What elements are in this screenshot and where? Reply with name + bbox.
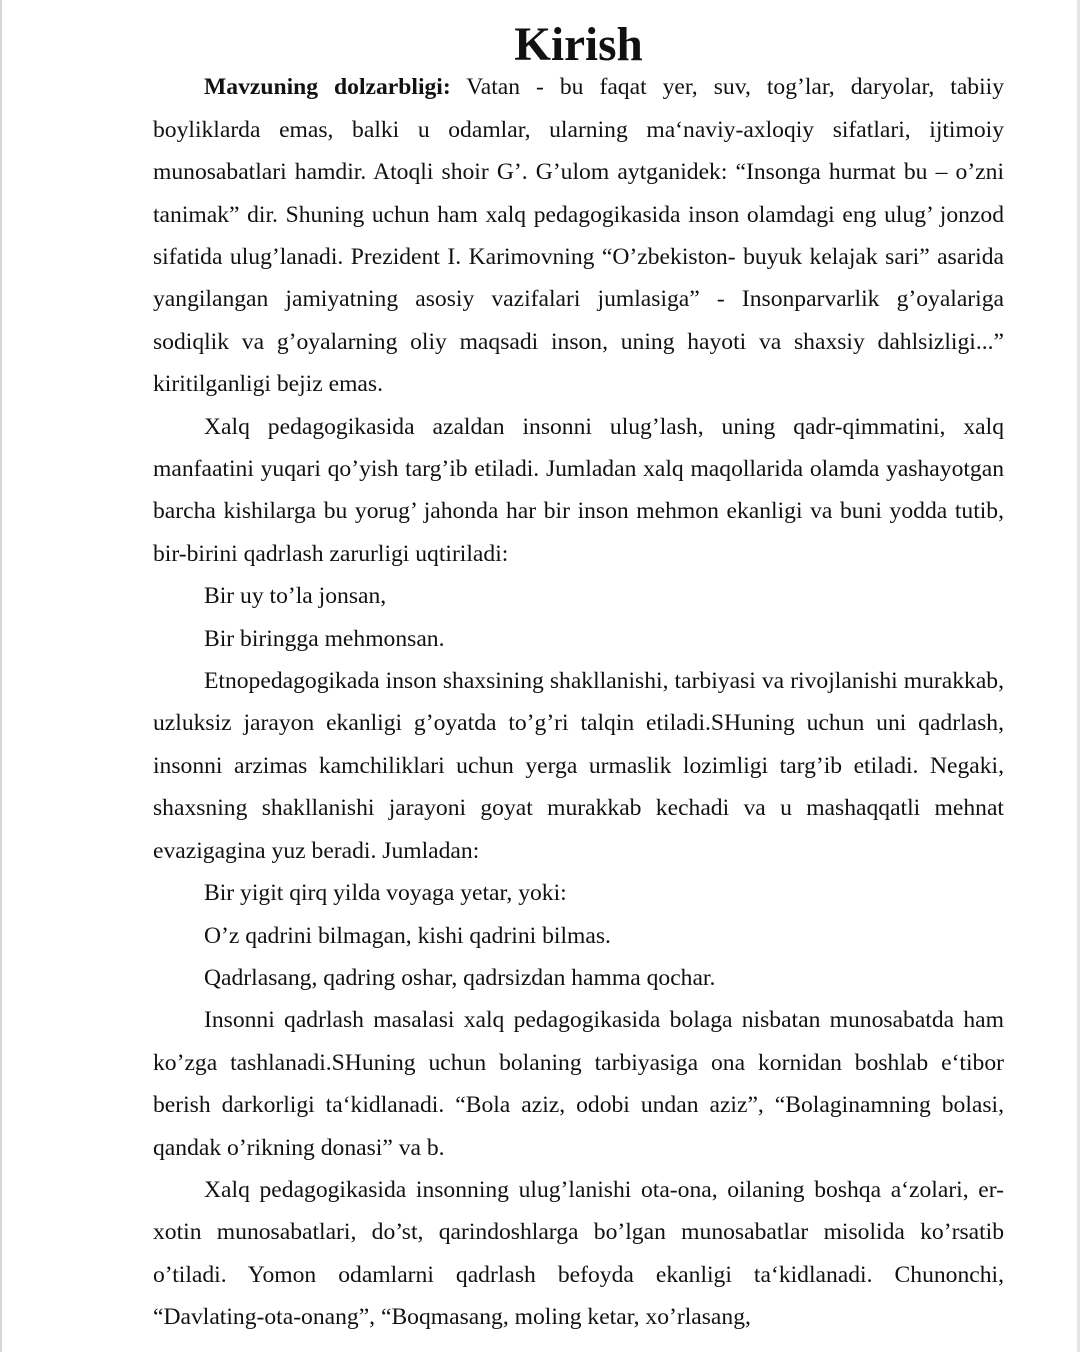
document-page xyxy=(153,19,1004,1339)
page-title: Kirish xyxy=(514,19,643,71)
proverb-line: Qadrlasang, qadring oshar, qadrsizdan hamma qochar. xyxy=(204,964,716,991)
paragraph-family-relations: Xalq pedagogikasida insonning ulug’lanishi ota-ona, oilaning boshqa a‘zolari, er-xotin munosabatlari, do’st, qarindoshlarga bo’lgan munosabatlar misolida ko’rsatib o’tiladi. Yomon odamlarni qadrlash befoyda ekanligi ta‘kidlanadi. Chunonchi, “Davlating-ota-onang”, “Boqmasang, moling ketar, xo’rlasang, xyxy=(153,1176,1004,1331)
proverb-line: Bir yigit qirq yilda voyaga yetar, yoki: xyxy=(204,880,567,907)
proverb-line: Bir uy to’la jonsan, xyxy=(204,583,387,610)
paragraph-child-value: Insonni qadrlash masalasi xalq pedagogikasida bolaga nisbatan munosabatda ham ko’zga tashlanadi.SHuning uchun bolaning tarbiyasiga ona kornidan boshlab e‘tibor berish darkorligi ta‘kidlanadi. “Bola aziz, odobi undan aziz”, “Bolaginamning bolasi, qandak o’rikning donasi” va b. xyxy=(153,1007,1004,1161)
page-left-border xyxy=(0,0,2,1352)
paragraph-folk-pedagogy: Xalq pedagogikasida azaldan insonni ulug’lash, uning qadr-qimmatini, xalq manfaatini yuqari qo’yish targ’ib etiladi. Jumladan xalq maqollarida olamda yashayotgan barcha kishilarga bu yorug’ jahonda har bir inson mehmon ekanligi va buni yodda tutib, bir-birini qadrlash zarurligi uqtiriladi: xyxy=(153,413,1004,567)
paragraph-ethnopedagogy: Etnopedagogikada inson shaxsining shakllanishi, tarbiyasi va rivojlanishi murakkab, uzluksiz jarayon ekanligi g’oyatda to’g’ri talqin etiladi.SHuning uchun uni qadrlash, insonni arzimas kamchiliklari uchun yerga urmaslik lozimligi targ’ib etiladi. Negaki, shaxsning shakllanishi jarayoni goyat murakkab kechadi va u mashaqqatli mehnat evazigagina yuz beradi. Jumladan: xyxy=(153,668,1004,864)
proverb-line: Bir biringga mehmonsan. xyxy=(204,625,445,652)
paragraph-body: Vatan - bu faqat yer, suv, tog’lar, daryolar, tabiiy boyliklarda emas, balki u odamlar, ularning ma‘naviy-axloqiy sifatlari, ijtimoiy munosabatlari hamdir. Atoqli shoir G’. G’ulom aytganidek: “Insonga hurmat bu – o’zni tanimak” dir. Shuning uchun ham xalq pedagogikasida inson olamdagi eng ulug’ jonzod sifatida ulug’lanadi. Prezident I. Karimovning “O’zbekiston- buyuk kelajak sari” asarida yangilangan jamiyatning asosiy vazifalari jumlasiga” - Insonparvarlik g’oyalariga sodiqlik va g’oyalarning oliy maqsadi inson, uning hayoti va shaxsiy dahlsizligi...” kiritilganligi bejiz emas. xyxy=(153,74,1004,398)
proverb-line: O’z qadrini bilmagan, kishi qadrini bilmas. xyxy=(204,922,611,949)
paragraph-relevance xyxy=(153,66,1004,405)
paragraph-lead-heading: Mavzuning dolzarbligi: xyxy=(204,74,451,101)
